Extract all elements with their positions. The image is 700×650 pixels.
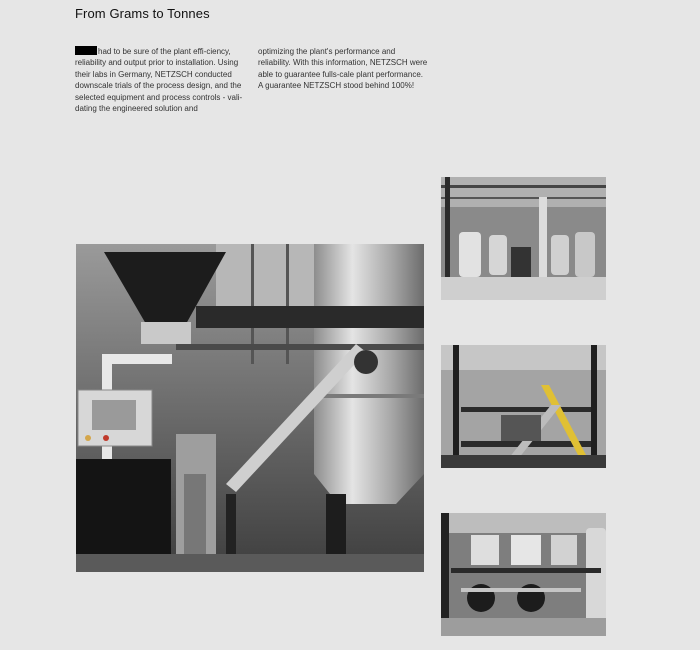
column-2-text-part2: A guarantee NETZSCH stood behind 100%! — [258, 81, 415, 91]
platform-stairs-photo — [441, 345, 606, 468]
text-column-1 — [75, 46, 245, 114]
page-title: From Grams to Tonnes — [75, 6, 210, 21]
column-2-text-part1: optimizing the plant's performance and reliability. With this information, NETZSCH were able to guarantee fulls-cale plant performance. — [258, 47, 428, 79]
main-plant-photo — [76, 244, 424, 572]
tanks-hall-photo — [441, 177, 606, 300]
column-1-text: had to be sure of the plant effi-ciency, reliability and output prior to installation. Using their labs in Germany, NETZSCH conducted downscale trials of the process design, and the selected equipment and process controls - vali-dating the engineered solution and — [75, 47, 243, 114]
text-column-2 — [258, 46, 428, 92]
redaction-box — [75, 46, 97, 55]
machinery-photo — [441, 513, 606, 636]
